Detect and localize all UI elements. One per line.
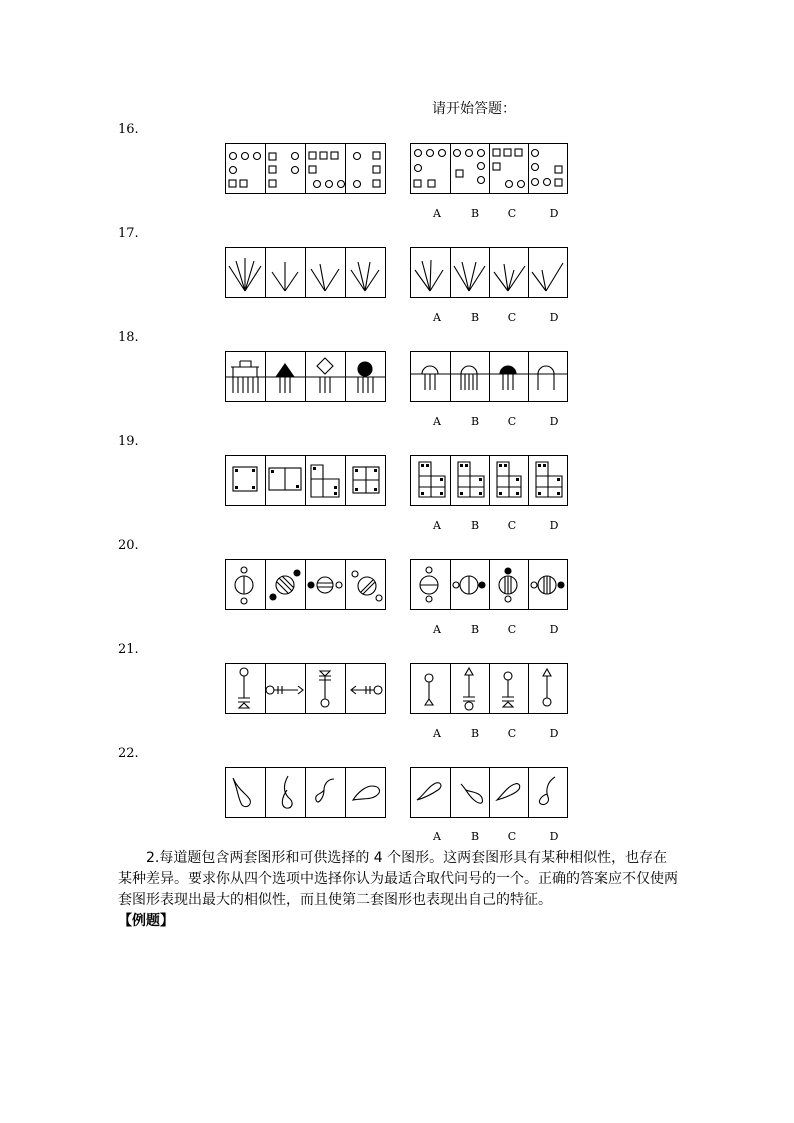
option-b-label[interactable]: B	[470, 415, 480, 428]
question-number: 22.	[118, 746, 139, 761]
option-c-label[interactable]: C	[507, 519, 517, 532]
option-b-label[interactable]: B	[470, 830, 480, 843]
option-c-label[interactable]: C	[507, 830, 517, 843]
option-a-label[interactable]: A	[433, 207, 441, 220]
option-c-label[interactable]: C	[507, 207, 517, 220]
q16-figures	[229, 149, 562, 188]
option-b-label[interactable]: B	[470, 311, 480, 324]
option-d-label[interactable]: D	[549, 830, 559, 843]
instruction-paragraph	[118, 848, 678, 911]
q18-figures	[226, 358, 567, 393]
question-number: 20.	[118, 538, 139, 553]
option-b-label[interactable]: B	[470, 623, 480, 636]
option-c-label[interactable]: C	[507, 311, 517, 324]
question-number: 16.	[118, 122, 139, 137]
option-a-label[interactable]: A	[433, 830, 441, 843]
option-d-label[interactable]: D	[549, 727, 559, 740]
question-number: 17.	[118, 226, 139, 241]
option-a-label[interactable]: A	[433, 415, 441, 428]
example-label: 【例题】	[118, 913, 174, 929]
page-heading: 请开始答题：	[432, 101, 516, 117]
option-d-label[interactable]: D	[549, 207, 559, 220]
question-number: 19.	[118, 434, 139, 449]
q19-figures	[233, 462, 562, 497]
q22-figures	[233, 776, 555, 808]
option-a-label[interactable]: A	[433, 623, 441, 636]
option-a-label[interactable]: A	[433, 519, 441, 532]
option-a-label[interactable]: A	[433, 727, 441, 740]
option-c-label[interactable]: C	[507, 415, 517, 428]
option-d-label[interactable]: D	[549, 311, 559, 324]
instruction-text: 2.每道题包含两套图形和可供选择的 4 个图形。这两套图形具有某种相似性，也存在某种差异。要求你从四个选项中选择你认为最适合取代问号的一个。正确的答案应不仅使两套图形表现出最大的相似性，而且使第二套图形也表现出自己的特征。	[118, 850, 678, 908]
option-d-label[interactable]: D	[549, 623, 559, 636]
option-d-label[interactable]: D	[549, 519, 559, 532]
option-b-label[interactable]: B	[470, 727, 480, 740]
q17-figures	[229, 258, 563, 291]
q20-figures	[235, 567, 564, 604]
option-b-label[interactable]: B	[470, 519, 480, 532]
option-d-label[interactable]: D	[549, 415, 559, 428]
option-b-label[interactable]: B	[470, 207, 480, 220]
option-a-label[interactable]: A	[433, 311, 441, 324]
option-c-label[interactable]: C	[507, 623, 517, 636]
q21-figures	[238, 668, 551, 710]
question-number: 18.	[118, 330, 139, 345]
question-number: 21.	[118, 642, 139, 657]
option-c-label[interactable]: C	[507, 727, 517, 740]
